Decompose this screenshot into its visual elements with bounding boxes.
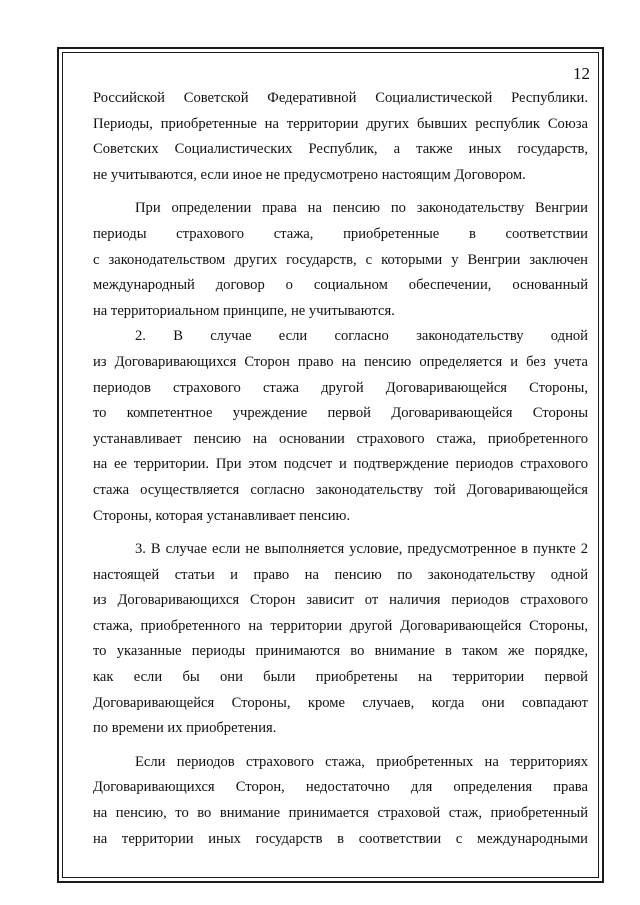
paragraph [93, 196, 588, 324]
text-line: Периоды, приобретенные на территории других бывших республик Союза [93, 115, 588, 132]
text-line: не учитываются, если иное не предусмотрено настоящим Договором. [93, 166, 526, 183]
text-line: устанавливает пенсию на основании страхового стажа, приобретенного [93, 430, 588, 447]
text-line: Российской Советской Федеративной Социалистической Республики. [93, 90, 588, 106]
paragraph [93, 537, 588, 742]
text-line: Договаривающейся Стороны, кроме случаев, когда они совпадают [93, 694, 588, 711]
text-line: периоды страхового стажа, приобретенные в соответствии [93, 225, 588, 242]
page-number: 12 [573, 64, 590, 83]
text-line: Договаривающихся Сторон, недостаточно для определения права [93, 779, 588, 796]
text-line: Советских Социалистических Республик, а также иных государств, [93, 141, 588, 158]
text-line: на территории иных государств в соответствии с международными [93, 830, 588, 847]
text-line: стажа, приобретенного на территории другой Договаривающейся Стороны, [93, 617, 588, 634]
text-line: международный договор о социальном обеспечении, основанный [93, 277, 588, 294]
text-line: на ее территории. При этом подсчет и подтверждение периодов страхового [93, 456, 588, 473]
text-line: то указанные периоды принимаются во внимание в таком же порядке, [93, 643, 588, 660]
text-line: по времени их приобретения. [93, 720, 277, 737]
text-line: 3. В случае если не выполняется условие, предусмотренное в пункте 2 [135, 541, 588, 558]
text-line: на территориальном принципе, не учитываются. [93, 302, 395, 319]
text-line: периодов страхового стажа другой Договаривающейся Стороны, [93, 379, 588, 396]
paragraph [93, 750, 588, 852]
text-line: стажа осуществляется согласно законодательству той Договаривающейся [93, 481, 588, 498]
text-line: Стороны, которая устанавливает пенсию. [93, 507, 351, 524]
text-line: из Договаривающихся Сторон право на пенсию определяется и без учета [93, 353, 588, 370]
text-line: на пенсию, то во внимание принимается страховой стаж, приобретенный [93, 805, 588, 822]
text-line: настоящей статьи и право на пенсию по законодательству одной [93, 566, 588, 583]
text-line: 2. В случае если согласно законодательству одной [135, 328, 588, 345]
text-line: как если бы они были приобретены на территории первой [93, 669, 588, 686]
text-line: При определении права на пенсию по законодательству Венгрии [135, 200, 588, 217]
document-body [93, 86, 588, 852]
paragraph [93, 86, 588, 188]
text-line: с законодательством других государств, с которыми у Венгрии заключен [93, 251, 588, 268]
text-line: Если периодов страхового стажа, приобретенных на территориях [135, 753, 588, 770]
text-line: из Договаривающихся Сторон зависит от наличия периодов страхового [93, 592, 588, 609]
paragraph [93, 324, 588, 529]
text-line: то компетентное учреждение первой Договаривающейся Стороны [93, 405, 588, 422]
